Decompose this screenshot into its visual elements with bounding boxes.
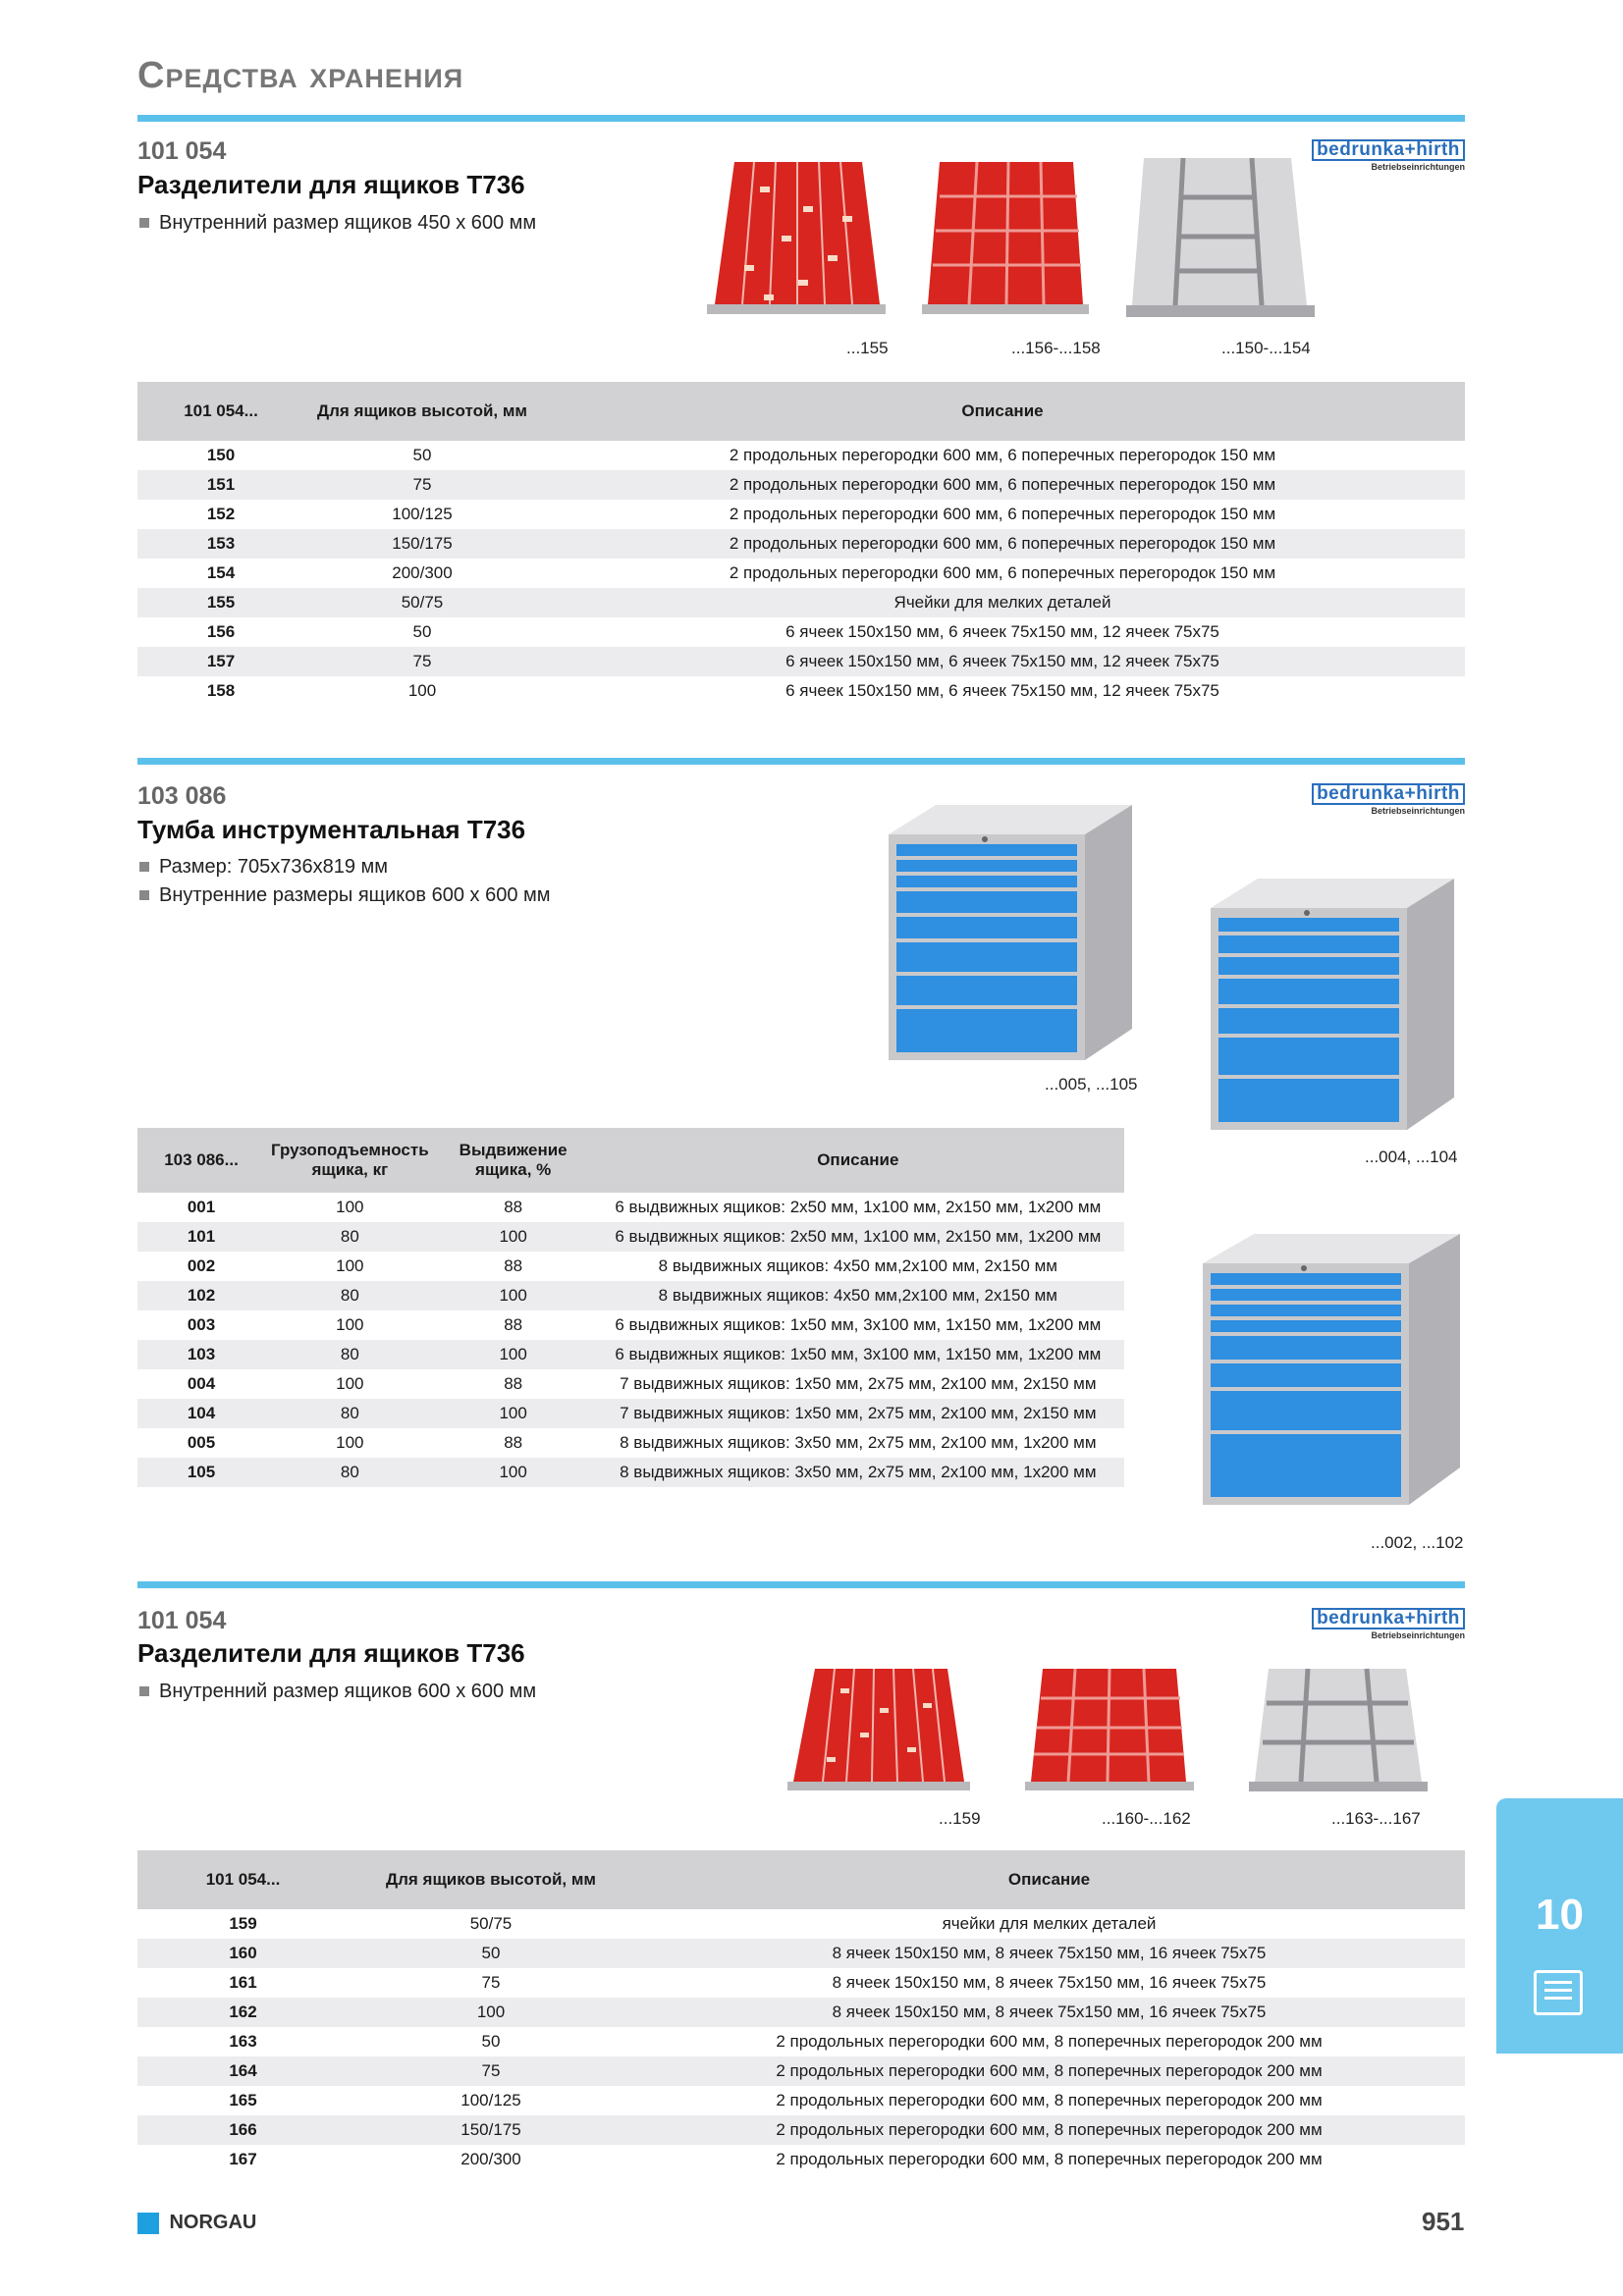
table-row: [137, 1428, 1124, 1458]
section-divider: [137, 115, 1465, 122]
table-cell: 100: [336, 1315, 364, 1334]
table-cell: 100/125: [392, 505, 453, 523]
article-cell: 157: [137, 647, 304, 676]
table-row: [137, 1340, 1124, 1369]
table-cell: 75: [304, 470, 540, 500]
table-cell: 80: [265, 1340, 435, 1369]
article-cell: 156: [206, 622, 236, 641]
table-row: [137, 2027, 1465, 2056]
article-cell: 005: [187, 1433, 216, 1452]
table-cell: 150/175: [349, 2115, 633, 2145]
table-cell: 88: [504, 1374, 523, 1393]
feature-item: Внутренние размеры ящиков 600 x 600 мм: [137, 884, 551, 907]
table-cell: 2 продольных перегородки 600 мм, 8 поперечных перегородок 200 мм: [776, 2032, 1323, 2051]
table-cell: 75: [349, 2056, 633, 2086]
image-caption: ...004, ...104: [1365, 1148, 1458, 1166]
table-cell: 8 выдвижных ящиков: 3x50 мм, 2x75 мм, 2x100 мм, 1x200 мм: [620, 1433, 1097, 1452]
article-cell: 103: [137, 1340, 265, 1369]
table-cell: 200/300: [460, 2150, 521, 2168]
section-divider: [137, 758, 1465, 765]
table-header-row: [137, 1850, 1465, 1909]
table-cell: 88: [504, 1198, 523, 1216]
table-cell: 88: [504, 1315, 523, 1334]
product-title: Разделители для ящиков T736: [137, 170, 525, 199]
table-cell: 2 продольных перегородки 600 мм, 6 поперечных перегородок 150 мм: [729, 563, 1276, 582]
table-cell: 8 выдвижных ящиков: 4x50 мм,2x100 мм, 2x150 мм: [658, 1256, 1057, 1275]
table-row: [137, 676, 1465, 706]
image-caption: ...150-...154: [1221, 339, 1311, 357]
page-title: Средства хранения: [137, 55, 464, 96]
table-cell: 8 выдвижных ящиков: 3x50 мм, 2x75 мм, 2x100 мм, 1x200 мм: [592, 1458, 1124, 1487]
table-cell: 7 выдвижных ящиков: 1x50 мм, 2x75 мм, 2x100 мм, 2x150 мм: [620, 1374, 1097, 1393]
article-cell: 104: [137, 1399, 265, 1428]
article-cell: 167: [229, 2150, 257, 2168]
table-cell: 50: [412, 622, 432, 641]
product-code: 101 054: [137, 137, 227, 165]
brand-square-icon: [137, 2213, 159, 2234]
article-cell: 001: [187, 1198, 216, 1216]
table-cell: 6 выдвижных ящиков: 1x50 мм, 3x100 мм, 1x150 мм, 1x200 мм: [592, 1340, 1124, 1369]
column-header: 103 086...: [137, 1128, 265, 1193]
tray-small-parts-image: [785, 1664, 972, 1796]
table-row: [137, 1193, 1124, 1222]
feature-item: Внутренний размер ящиков 450 x 600 мм: [137, 212, 536, 235]
spec-table: [137, 1850, 1465, 2174]
article-cell: 002: [187, 1256, 216, 1275]
article-cell: 164: [137, 2056, 349, 2086]
catalog-icon: [1534, 1970, 1583, 2015]
brand-logo: [1312, 139, 1465, 173]
image-caption: ...005, ...105: [1045, 1075, 1138, 1094]
table-cell: 88: [504, 1433, 523, 1452]
article-cell: 152: [206, 505, 236, 523]
table-cell: 6 выдвижных ящиков: 2x50 мм, 1x100 мм, 2x150 мм, 1x200 мм: [592, 1222, 1124, 1252]
table-cell: 2 продольных перегородки 600 мм, 6 поперечных перегородок 150 мм: [540, 470, 1465, 500]
article-cell: 162: [137, 1998, 349, 2027]
table-row: [137, 588, 1465, 617]
table-cell: 6 ячеек 150x150 мм, 6 ячеек 75x150 мм, 12 ячеек 75x75: [785, 622, 1219, 641]
image-caption: ...160-...162: [1102, 1809, 1191, 1828]
article-cell: 161: [229, 1973, 257, 1992]
table-cell: 80: [265, 1458, 435, 1487]
image-caption: ...159: [939, 1809, 981, 1828]
cabinet-8-drawers-image: [889, 803, 1134, 1068]
table-cell: 100: [435, 1222, 592, 1252]
table-row: [137, 529, 1465, 559]
table-row: [137, 1281, 1124, 1310]
table-cell: 6 выдвижных ящиков: 1x50 мм, 3x100 мм, 1x150 мм, 1x200 мм: [615, 1315, 1102, 1334]
table-cell: 100: [435, 1399, 592, 1428]
table-row: [137, 470, 1465, 500]
spec-table: [137, 382, 1465, 706]
brand-logo-text: bedrunka+hirth: [1312, 139, 1465, 161]
article-cell: 003: [187, 1315, 216, 1334]
tray-dividers-image: [1247, 1664, 1429, 1796]
table-cell: 2 продольных перегородки 600 мм, 6 поперечных перегородок 150 мм: [729, 505, 1276, 523]
table-row: [137, 1968, 1465, 1998]
article-cell: 151: [137, 470, 304, 500]
table-row: [137, 617, 1465, 647]
brand-logo: [1312, 1608, 1465, 1641]
table-cell: 2 продольных перегородки 600 мм, 8 поперечных перегородок 200 мм: [633, 2056, 1465, 2086]
article-cell: 160: [137, 1939, 349, 1968]
chapter-number: 10: [1536, 1891, 1584, 1939]
footer-brand-text: NORGAU: [169, 2212, 257, 2233]
product-title: Тумба инструментальная T736: [137, 815, 526, 844]
tray-small-parts-image: [705, 157, 887, 319]
table-row: [137, 2115, 1465, 2145]
table-cell: 100: [336, 1374, 364, 1393]
table-row: [137, 2056, 1465, 2086]
table-row: [137, 1458, 1124, 1487]
feature-list: [137, 212, 536, 240]
cabinet-6-drawers-image: [1203, 1232, 1463, 1512]
table-row: [137, 1998, 1465, 2027]
table-cell: 200/300: [392, 563, 453, 582]
table-cell: 2 продольных перегородки 600 мм, 8 поперечных перегородок 200 мм: [776, 2150, 1323, 2168]
table-cell: 6 выдвижных ящиков: 2x50 мм, 1x100 мм, 2x150 мм, 1x200 мм: [615, 1198, 1102, 1216]
table-row: [137, 1399, 1124, 1428]
table-cell: 100: [336, 1433, 364, 1452]
brand-logo: [1312, 783, 1465, 817]
table-cell: ячейки для мелких деталей: [942, 1914, 1157, 1933]
table-cell: 80: [265, 1399, 435, 1428]
article-cell: 004: [187, 1374, 216, 1393]
column-header: 101 054...: [137, 382, 304, 441]
column-header: Выдвижение ящика, %: [435, 1128, 592, 1193]
article-cell: 166: [137, 2115, 349, 2145]
footer-brand-logo: [137, 2212, 256, 2234]
table-cell: 80: [265, 1281, 435, 1310]
table-cell: 8 выдвижных ящиков: 4x50 мм,2x100 мм, 2x150 мм: [592, 1281, 1124, 1310]
brand-logo-subtext: Betriebseinrichtungen: [1371, 162, 1465, 172]
product-title: Разделители для ящиков T736: [137, 1638, 525, 1668]
table-cell: 100: [435, 1458, 592, 1487]
table-cell: 100: [407, 681, 437, 700]
image-caption: ...163-...167: [1331, 1809, 1421, 1828]
article-cell: 165: [229, 2091, 257, 2109]
tray-dividers-image: [1124, 153, 1321, 322]
product-code: 101 054: [137, 1607, 227, 1634]
page-number: 951: [1422, 2207, 1465, 2236]
image-caption: ...002, ...102: [1371, 1533, 1464, 1552]
article-cell: 102: [137, 1281, 265, 1310]
brand-logo-subtext: Betriebseinrichtungen: [1371, 1630, 1465, 1640]
table-cell: 50/75: [304, 588, 540, 617]
chapter-tab[interactable]: [1496, 1798, 1623, 2054]
column-header: Для ящиков высотой, мм: [349, 1850, 633, 1909]
table-cell: 150/175: [304, 529, 540, 559]
spec-table: [137, 1128, 1124, 1487]
brand-logo-text: bedrunka+hirth: [1312, 1608, 1465, 1629]
table-cell: 100: [336, 1198, 364, 1216]
column-header: 101 054...: [137, 1850, 349, 1909]
table-row: [137, 559, 1465, 588]
table-cell: 88: [504, 1256, 523, 1275]
table-cell: 7 выдвижных ящиков: 1x50 мм, 2x75 мм, 2x100 мм, 2x150 мм: [592, 1399, 1124, 1428]
table-row: [137, 500, 1465, 529]
table-row: [137, 1310, 1124, 1340]
feature-item: Внутренний размер ящиков 600 x 600 мм: [137, 1681, 536, 1703]
table-cell: 8 ячеек 150x150 мм, 8 ячеек 75x150 мм, 16 ячеек 75x75: [832, 1973, 1267, 1992]
table-header-row: [137, 382, 1465, 441]
table-row: [137, 1222, 1124, 1252]
article-cell: 101: [137, 1222, 265, 1252]
table-cell: Ячейки для мелких деталей: [540, 588, 1465, 617]
table-cell: 2 продольных перегородки 600 мм, 8 поперечных перегородок 200 мм: [776, 2091, 1323, 2109]
article-cell: 153: [137, 529, 304, 559]
article-cell: 154: [206, 563, 236, 582]
product-code: 103 086: [137, 782, 227, 810]
table-row: [137, 1369, 1124, 1399]
table-cell: 75: [481, 1973, 501, 1992]
table-cell: 80: [265, 1222, 435, 1252]
table-row: [137, 1252, 1124, 1281]
table-cell: 2 продольных перегородки 600 мм, 6 поперечных перегородок 150 мм: [729, 446, 1276, 464]
table-cell: 50: [412, 446, 432, 464]
article-cell: 163: [229, 2032, 257, 2051]
table-row: [137, 441, 1465, 470]
table-row: [137, 2145, 1465, 2174]
feature-list: [137, 1681, 536, 1709]
column-header: Описание: [633, 1850, 1465, 1909]
article-cell: 159: [229, 1914, 257, 1933]
table-cell: 50: [349, 1939, 633, 1968]
article-cell: 105: [137, 1458, 265, 1487]
image-caption: ...155: [846, 339, 889, 357]
cabinet-7-drawers-image: [1211, 877, 1456, 1137]
table-cell: 100: [349, 1998, 633, 2027]
column-header: Описание: [592, 1128, 1124, 1193]
table-cell: 100: [435, 1340, 592, 1369]
table-row: [137, 1939, 1465, 1968]
feature-item: Размер: 705x736x819 мм: [137, 856, 551, 879]
table-cell: 100: [336, 1256, 364, 1275]
table-cell: 2 продольных перегородки 600 мм, 8 поперечных перегородок 200 мм: [633, 2115, 1465, 2145]
article-cell: 150: [206, 446, 236, 464]
article-cell: 155: [137, 588, 304, 617]
brand-logo-text: bedrunka+hirth: [1312, 783, 1465, 805]
section-divider: [137, 1581, 1465, 1588]
table-cell: 8 ячеек 150x150 мм, 8 ячеек 75x150 мм, 16 ячеек 75x75: [633, 1939, 1465, 1968]
column-header: Для ящиков высотой, мм: [304, 382, 540, 441]
table-cell: 2 продольных перегородки 600 мм, 6 поперечных перегородок 150 мм: [540, 529, 1465, 559]
image-caption: ...156-...158: [1011, 339, 1101, 357]
table-cell: 50/75: [469, 1914, 513, 1933]
column-header: Описание: [540, 382, 1465, 441]
table-cell: 8 ячеек 150x150 мм, 8 ячеек 75x150 мм, 16 ячеек 75x75: [633, 1998, 1465, 2027]
table-cell: 100/125: [460, 2091, 521, 2109]
feature-list: [137, 856, 551, 913]
table-cell: 50: [481, 2032, 501, 2051]
table-row: [137, 647, 1465, 676]
table-header-row: [137, 1128, 1124, 1193]
table-cell: 6 ячеек 150x150 мм, 6 ячеек 75x150 мм, 12 ячеек 75x75: [785, 681, 1219, 700]
brand-logo-subtext: Betriebseinrichtungen: [1371, 806, 1465, 816]
tray-cells-image: [918, 157, 1095, 319]
article-cell: 158: [206, 681, 236, 700]
column-header: Грузоподъемность ящика, кг: [265, 1128, 435, 1193]
table-cell: 75: [304, 647, 540, 676]
table-row: [137, 2086, 1465, 2115]
tray-cells-image: [1021, 1664, 1198, 1796]
table-cell: 100: [435, 1281, 592, 1310]
table-row: [137, 1909, 1465, 1939]
table-cell: 6 ячеек 150x150 мм, 6 ячеек 75x150 мм, 12 ячеек 75x75: [540, 647, 1465, 676]
